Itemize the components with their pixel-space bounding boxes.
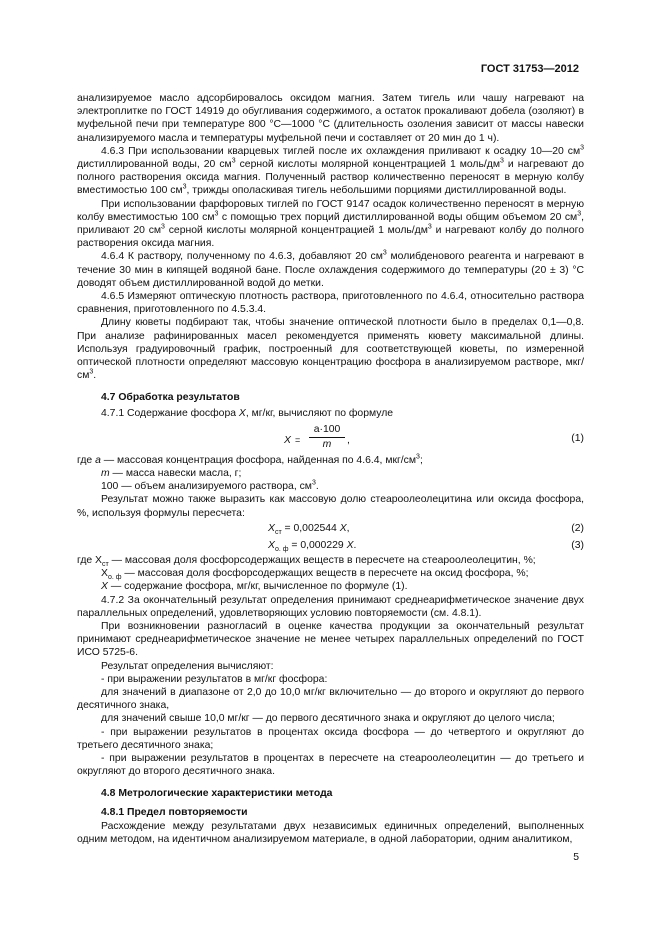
paragraph-4-6-4: 4.6.4 К раствору, полученному по 4.6.3, добавляют 20 $см^3$ молибденового реагента и нагревают в течение 30 мин в кипящей водяной бане. После охлаждения содержимого до температуры (20 ± 3) °С доводят объем дистиллированной водой до метки. [77, 249, 585, 289]
formula-1-numerator: a·100 [309, 424, 345, 438]
formula-1-number: (1) [571, 432, 584, 444]
formula-1-comma: , [347, 434, 350, 446]
formula-1-denominator: m [322, 438, 332, 450]
paragraph-alt-expression: Результат можно также выразить как массовую долю стеароолеолецитина или оксида фосфора, %, используя формулы пересчета: [77, 494, 584, 519]
section-heading-4-8: 4.8 Метрологические характеристики метода [101, 788, 333, 800]
formula-3 [77, 537, 584, 554]
where-a: где a — массовая концентрация фосфора, найденная по 4.6.4, мкг/$см^3$; [77, 453, 423, 466]
bullet-mg-kg-range: для значений в диапазоне от 2,0 до 10,0 мг/кг включительно — до второго и округляют до первого десятичного знака, [77, 686, 584, 712]
paragraph-4-6-5: 4.6.5 Измеряют оптическую плотность раствора, приготовленного по 4.6.4, относительно раствора сравнения, приготовленного по 4.5.3.4. [77, 291, 584, 316]
formula-2-expression: $X_{ст} = 0,002544$ X, [268, 522, 350, 536]
page-body [77, 92, 584, 846]
formula-1-lhs: X [284, 434, 291, 446]
formula-1 [77, 424, 584, 452]
section-heading-4-7: 4.7 Обработка результатов [101, 392, 240, 404]
where-x-st: где $X_{ст}$ — массовая доля фосфорсодержащих веществ в пересчете на стеароолеолецитин, %; [77, 554, 536, 568]
paragraph-4-7-1: 4.7.1 Содержание фосфора X, мг/кг, вычисляют по формуле [101, 407, 394, 419]
formula-1-fraction [309, 424, 345, 452]
formula-1-equals: = [295, 434, 301, 445]
paragraph-calc-intro: Результат определения вычисляют: [101, 660, 274, 672]
paragraph-porcelain-crucibles: При использовании фарфоровых тиглей по ГОСТ 9147 осадок количественно переносят в мерную колбу вместимостью 100 $см^3$ с помощью трех порций дистиллированной воды общим объемом 20 $см^3$, приливают 20 $см^3$ серной кислоты молярной концентрацией 1 моль/$дм^3$ и нагревают колбу до полного растворения оксида магния. [77, 198, 584, 250]
section-heading-4-8-1: 4.8.1 Предел повторяемости [101, 806, 248, 818]
bullet-stearooleolecithin: - при выражении результатов в процентах в пересчете на стеароолеолецитин — до третьего и округляют до второго десятичного знака. [77, 752, 584, 778]
paragraph-continuation: анализируемое масло адсорбировалось оксидом магния. Затем тигель или чашу нагревают на электроплитке по ГОСТ 14919 до обугливания содержимого, а остаток прокаливают добела (озоляют) в муфельной печи при температуре 800 °С—1000 °С (длительность озоления зависит от массы навески анализируемого масла и температуры муфельной печи и составляет от 20 мин до 1 ч). [77, 93, 584, 144]
where-x-of: $X_{о. ф}$ — массовая доля фосфорсодержащих веществ в пересчете на оксид фосфора, %; [101, 568, 529, 582]
paragraph-4-7-2: 4.7.2 За окончательный результат определения принимают среднеарифметическое значение двух параллельных определений, удовлетворяющих условию повторяемости (см. 4.8.1). [77, 594, 584, 619]
paragraph-4-8-1: Расхождение между результатами двух независимых единичных определений, выполненных одним методом, на идентичном анализируемом материале, в одной лаборатории, одним аналитиком, [77, 820, 584, 845]
formula-3-number: (3) [571, 539, 584, 551]
bullet-phosphorus-oxide: - при выражении результатов в процентах оксида фосфора — до четвертого и округляют до третьего десятичного знака; [77, 726, 584, 751]
formula-3-expression: $X_{о. ф} = 0,000229$ X. [268, 539, 357, 553]
where-m: m — масса навески масла, г; [101, 468, 242, 480]
formula-2-number: (2) [571, 522, 584, 534]
formula-2 [77, 520, 584, 537]
where-100: 100 — объем анализируемого раствора, $см^3$. [101, 479, 319, 493]
bullet-mg-kg-above: для значений свыше 10,0 мг/кг — до первого десятичного знака и округляют до целого числа; [101, 713, 555, 725]
paragraph-cuvette-length: Длину кюветы подбирают так, чтобы значение оптической плотности было в пределах 0,1—0,8. При анализе рафинированных масел рекомендуется применять кювету максимальной длины. Используя градуировочный график, построенный для соответствующей кюветы, по измеренной оптической плотности определяют массовую концентрацию фосфора в анализируемом растворе, мкг/$см^3$. [77, 317, 584, 382]
standard-header: ГОСТ 31753—2012 [480, 63, 579, 75]
paragraph-4-6-3: 4.6.3 При использовании кварцевых тиглей после их охлаждения приливают к осадку 10—20 $см^3$ дистиллированной воды, 20 $см^3$ серной кислоты молярной концентрацией 1 моль/$дм^3$ и нагревают до полного растворения оксида магния. Полученный раствор количественно переносят в мерную колбу вместимостью 100 $см^3$, трижды ополаскивая тигель небольшими порциями дистиллированной воды. [77, 144, 584, 197]
where-x: X — содержание фосфора, мг/кг, вычисленное по формуле (1). [101, 581, 408, 593]
bullet-mg-kg: - при выражении результатов в мг/кг фосфора: [101, 673, 328, 685]
page-number: 5 [573, 852, 579, 863]
paragraph-disagreement: При возникновении разногласий в оценке качества продукции за окончательный результат принимают среднеарифметическое значение не менее четырех параллельных определений по ГОСТ ИСО 5725-6. [77, 620, 584, 659]
